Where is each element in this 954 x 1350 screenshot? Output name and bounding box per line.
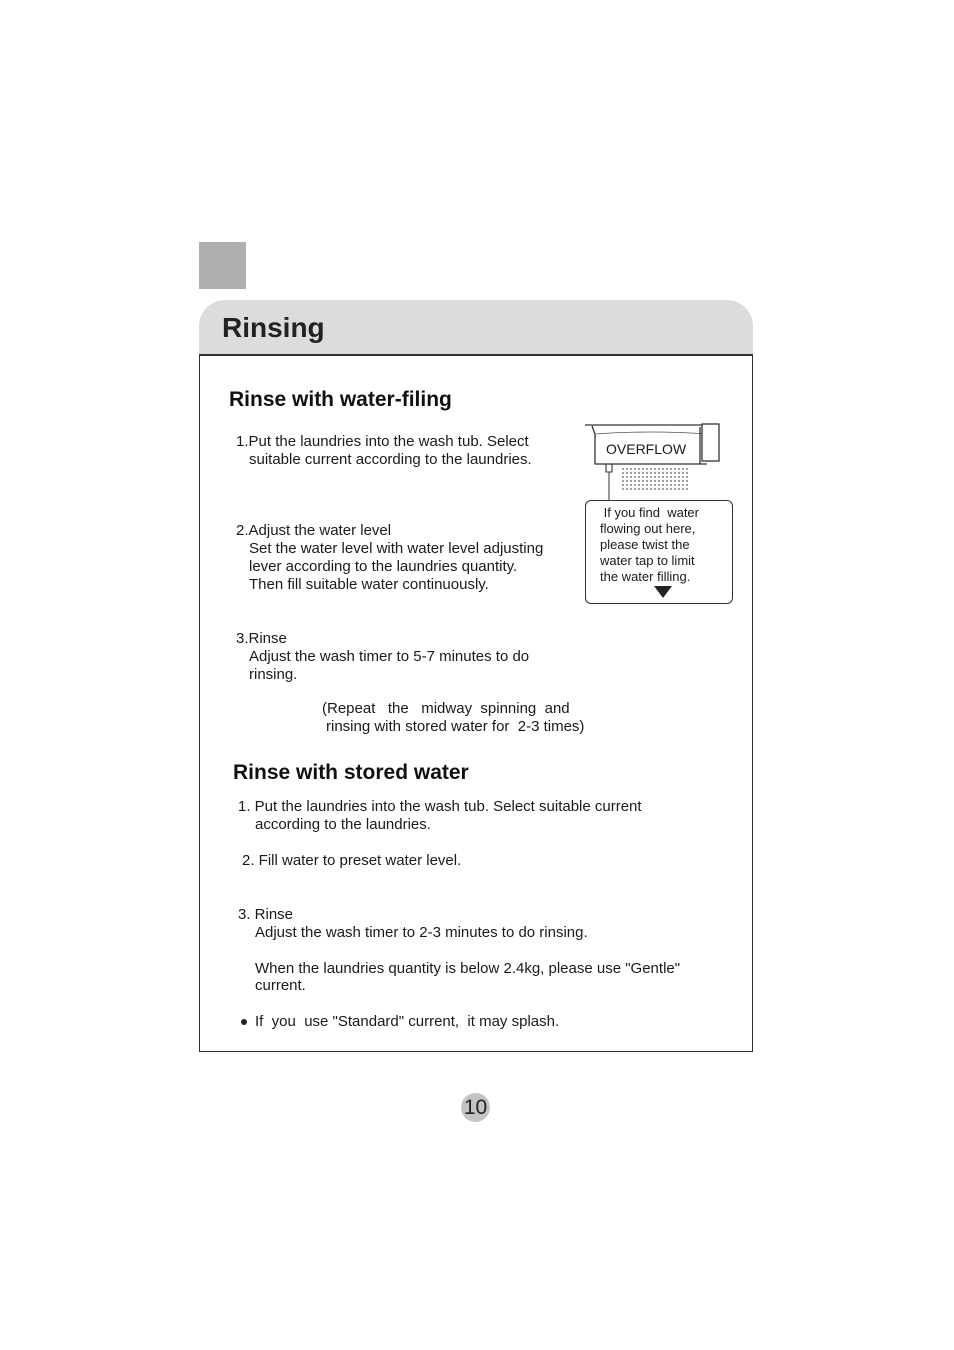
s2-step3-line1: Adjust the wash timer to 2-3 minutes to do rinsing. — [255, 924, 588, 941]
s1-step3-line1: Adjust the wash timer to 5-7 minutes to do — [249, 648, 530, 665]
bullet-dot-icon — [241, 1019, 247, 1025]
s1-step3-label: 3.Rinse — [236, 630, 287, 647]
page-number: 10 — [463, 1096, 488, 1119]
overflow-note-text — [600, 505, 699, 585]
s1-step2-line1: Set the water level with water level adjusting — [249, 540, 544, 557]
s1-step1-line2: suitable current according to the laundries. — [249, 451, 532, 468]
section-marker-square — [199, 242, 246, 289]
s2-step1-line1: 1. Put the laundries into the wash tub. Select suitable current — [238, 798, 642, 815]
repeat-note-line1: (Repeat the midway spinning and — [322, 700, 570, 717]
repeat-note-line2: rinsing with stored water for 2-3 times) — [326, 718, 585, 735]
overflow-note-line3: please twist the — [600, 537, 690, 552]
s1-step2-line3: Then fill suitable water continuously. — [249, 576, 489, 593]
s2-bullet-text: If you use "Standard" current, it may splash. — [255, 1013, 560, 1030]
s2-gentle-line2: current. — [255, 977, 306, 994]
section-heading-water-filling: Rinse with water-filing — [229, 388, 452, 411]
s1-step2-label: 2.Adjust the water level — [236, 522, 392, 539]
s2-step1-line2: according to the laundries. — [255, 816, 431, 833]
s2-step2: 2. Fill water to preset water level. — [242, 852, 462, 869]
s1-step2-line2: lever according to the laundries quantity. — [249, 558, 518, 575]
s2-gentle-line1: When the laundries quantity is below 2.4kg, please use "Gentle" — [255, 960, 681, 977]
overflow-note-line2: flowing out here, — [600, 521, 696, 536]
s1-step1-line1: 1.Put the laundries into the wash tub. Select — [236, 433, 529, 450]
s2-step3-label: 3. Rinse — [238, 906, 294, 923]
overflow-note-line4: water tap to limit — [600, 553, 695, 568]
page-title: Rinsing — [222, 312, 325, 343]
overflow-note-line1: If you find water — [600, 505, 699, 520]
section-heading-stored-water: Rinse with stored water — [233, 761, 469, 784]
down-arrow-icon — [653, 585, 673, 599]
overflow-diagram — [582, 420, 724, 500]
overflow-label: OVERFLOW — [606, 441, 687, 457]
s1-step3-line2: rinsing. — [249, 666, 298, 683]
overflow-note-line5: the water filling. — [600, 569, 691, 584]
